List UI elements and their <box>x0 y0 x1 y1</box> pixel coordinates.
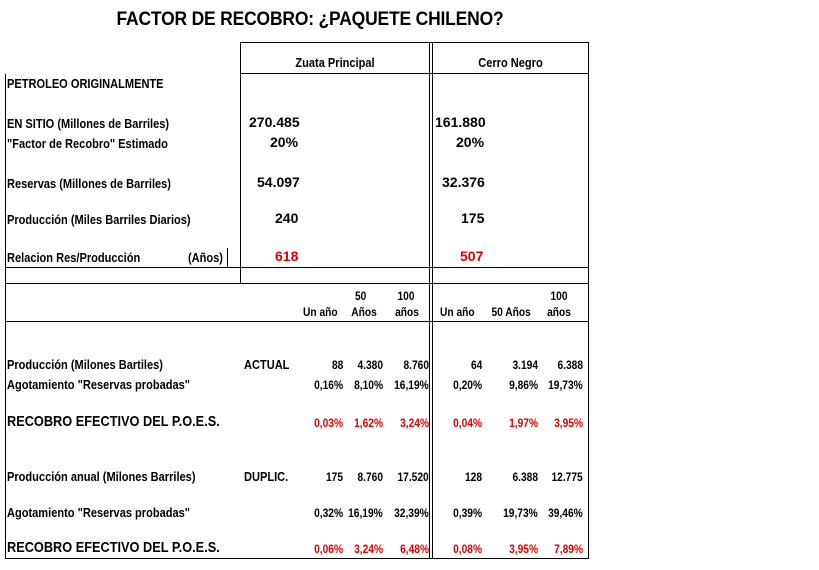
cell-recobro2-c1: 0,08% <box>453 542 482 556</box>
row-label-produccion: Producción (Miles Barriles Diarios) <box>7 212 191 227</box>
row-label-factor: "Factor de Recobro" Estimado <box>7 136 168 151</box>
row-unit-anos: (Años) <box>188 250 223 265</box>
cell-prod-anual-z1: 175 <box>325 470 343 484</box>
cell-agot1-z2: 8,10% <box>354 378 383 392</box>
row-tag-duplic: DUPLIC. <box>244 469 289 484</box>
row-label-relacion: Relacion Res/Producción <box>7 250 141 265</box>
value-en-sitio-cerro: 161.880 <box>435 114 486 130</box>
period-100-top-zuata: 100 <box>397 289 415 303</box>
value-reservas-cerro: 32.376 <box>442 174 485 190</box>
cell-prod-actual-c3: 6.388 <box>557 358 583 372</box>
cell-prod-anual-z2: 8.760 <box>357 470 383 484</box>
cell-prod-actual-z2: 4.380 <box>357 358 383 372</box>
cell-agot1-z3: 16,19% <box>394 378 429 392</box>
cell-agot2-z2: 16,19% <box>348 506 383 520</box>
row-label-agot-2: Agotamiento "Reservas probadas" <box>7 505 191 520</box>
cell-prod-anual-z3: 17.520 <box>397 470 429 484</box>
cell-agot2-z3: 32,39% <box>394 506 429 520</box>
cell-agot2-c1: 0,39% <box>453 506 482 520</box>
value-relacion-zuata: 618 <box>275 248 299 264</box>
cell-recobro1-z2: 1,62% <box>354 416 383 430</box>
row-label-agot-1: Agotamiento "Reservas probadas" <box>7 377 191 392</box>
cell-recobro1-c2: 1,97% <box>509 416 538 430</box>
cell-agot1-c3: 19,73% <box>548 378 583 392</box>
column-header-cerro: Cerro Negro <box>478 55 543 70</box>
value-factor-cerro: 20% <box>456 134 485 150</box>
cell-prod-actual-c2: 3.194 <box>512 358 538 372</box>
row-tag-actual: ACTUAL <box>244 357 290 372</box>
row-label-prod-actual: Producción (Milones Bartiles) <box>7 357 163 372</box>
period-100-bottom-cerro: años <box>547 305 571 319</box>
cell-prod-anual-c3: 12.775 <box>551 470 583 484</box>
period-50-top-zuata: 50 <box>355 289 367 303</box>
cell-prod-anual-c1: 128 <box>464 470 482 484</box>
cell-agot1-c2: 9,86% <box>509 378 538 392</box>
cell-agot2-c2: 19,73% <box>503 506 538 520</box>
cell-recobro2-z3: 6,48% <box>400 542 429 556</box>
period-unano-zuata: Un año <box>303 305 338 319</box>
value-relacion-cerro: 507 <box>460 248 484 264</box>
value-factor-zuata: 20% <box>270 134 299 150</box>
cell-prod-anual-c2: 6.388 <box>512 470 538 484</box>
column-header-zuata: Zuata Principal <box>295 55 375 70</box>
petroleo-label: PETROLEO ORIGINALMENTE <box>7 76 164 91</box>
cell-agot1-c1: 0,20% <box>453 378 482 392</box>
cell-agot1-z1: 0,16% <box>314 378 343 392</box>
row-label-recobro-1: RECOBRO EFECTIVO DEL P.O.E.S. <box>7 413 220 430</box>
period-50-full-cerro: 50 Años <box>491 305 531 319</box>
cell-recobro2-c3: 7,89% <box>554 542 583 556</box>
cell-recobro2-z2: 3,24% <box>354 542 383 556</box>
row-label-recobro-2: RECOBRO EFECTIVO DEL P.O.E.S. <box>7 539 220 556</box>
cell-prod-actual-z1: 88 <box>331 358 343 372</box>
cell-agot2-z1: 0,32% <box>314 506 343 520</box>
cell-prod-actual-z3: 8.760 <box>403 358 429 372</box>
value-produccion-cerro: 175 <box>461 210 485 226</box>
value-en-sitio-zuata: 270.485 <box>249 114 300 130</box>
period-50-bottom-zuata: Años <box>351 305 377 319</box>
cell-recobro1-z3: 3,24% <box>400 416 429 430</box>
period-unano-cerro: Un año <box>440 305 475 319</box>
cell-agot2-c3: 39,46% <box>548 506 583 520</box>
value-reservas-zuata: 54.097 <box>257 174 300 190</box>
period-100-top-cerro: 100 <box>550 289 568 303</box>
cell-prod-actual-c1: 64 <box>470 358 482 372</box>
value-produccion-zuata: 240 <box>275 210 299 226</box>
cell-recobro2-c2: 3,95% <box>509 542 538 556</box>
row-label-en-sitio: EN SITIO (Millones de Barriles) <box>7 116 170 131</box>
cell-recobro1-z1: 0,03% <box>314 416 343 430</box>
row-label-reservas: Reservas (Millones de Barriles) <box>7 176 171 191</box>
period-100-bottom-zuata: años <box>395 305 419 319</box>
cell-recobro1-c1: 0,04% <box>453 416 482 430</box>
page-title: FACTOR DE RECOBRO: ¿PAQUETE CHILENO? <box>116 9 504 30</box>
row-label-prod-anual: Producción anual (Milones Barriles) <box>7 469 196 484</box>
cell-recobro2-z1: 0,06% <box>314 542 343 556</box>
cell-recobro1-c3: 3,95% <box>554 416 583 430</box>
